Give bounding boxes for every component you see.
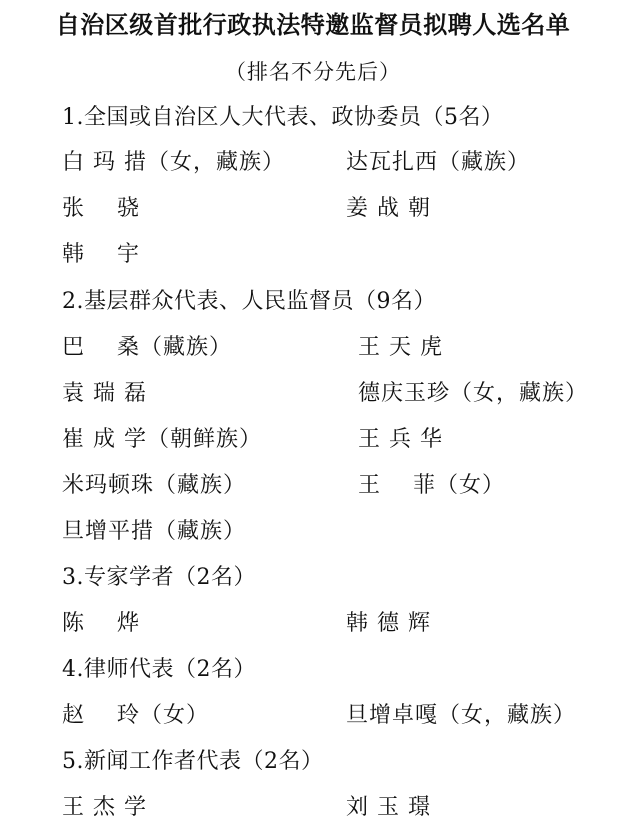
candidate-name: 王 天 虎	[358, 335, 443, 360]
section-heading: 3.专家学者（2名）	[62, 565, 256, 590]
candidate-name: 赵 玲（女）	[62, 703, 209, 728]
candidate-name: 张 骁	[62, 196, 140, 221]
document-title: 自治区级首批行政执法特邀监督员拟聘人选名单	[55, 11, 571, 39]
candidate-name: 崔 成 学（朝鲜族）	[62, 427, 262, 452]
candidate-name: 王 菲（女）	[358, 473, 505, 498]
candidate-name: 韩 宇	[62, 242, 140, 267]
candidate-name: 韩 德 辉	[346, 611, 431, 636]
candidate-name: 巴 桑（藏族）	[62, 335, 232, 360]
section-heading: 5.新闻工作者代表（2名）	[62, 749, 324, 774]
candidate-name: 旦增卓嘎（女，藏族）	[346, 703, 577, 728]
candidate-name: 袁 瑞 磊	[62, 381, 147, 406]
candidate-name: 刘 玉 璟	[346, 795, 431, 820]
candidate-name: 米玛顿珠（藏族）	[62, 473, 247, 498]
section-heading: 2.基层群众代表、人民监督员（9名）	[62, 289, 436, 314]
candidate-name: 王 兵 华	[358, 427, 443, 452]
candidate-name: 白 玛 措（女，藏族）	[62, 150, 285, 175]
candidate-name: 姜 战 朝	[346, 196, 431, 221]
candidate-name: 德庆玉珍（女，藏族）	[358, 381, 589, 406]
section-heading: 4.律师代表（2名）	[62, 657, 256, 682]
document-subtitle: （排名不分先后）	[225, 60, 401, 84]
candidate-name: 旦增平措（藏族）	[62, 519, 247, 544]
section-heading: 1.全国或自治区人大代表、政协委员（5名）	[62, 105, 504, 130]
candidate-name: 陈 烨	[62, 611, 140, 636]
candidate-name: 达瓦扎西（藏族）	[346, 150, 531, 175]
candidate-name: 王 杰 学	[62, 795, 147, 820]
